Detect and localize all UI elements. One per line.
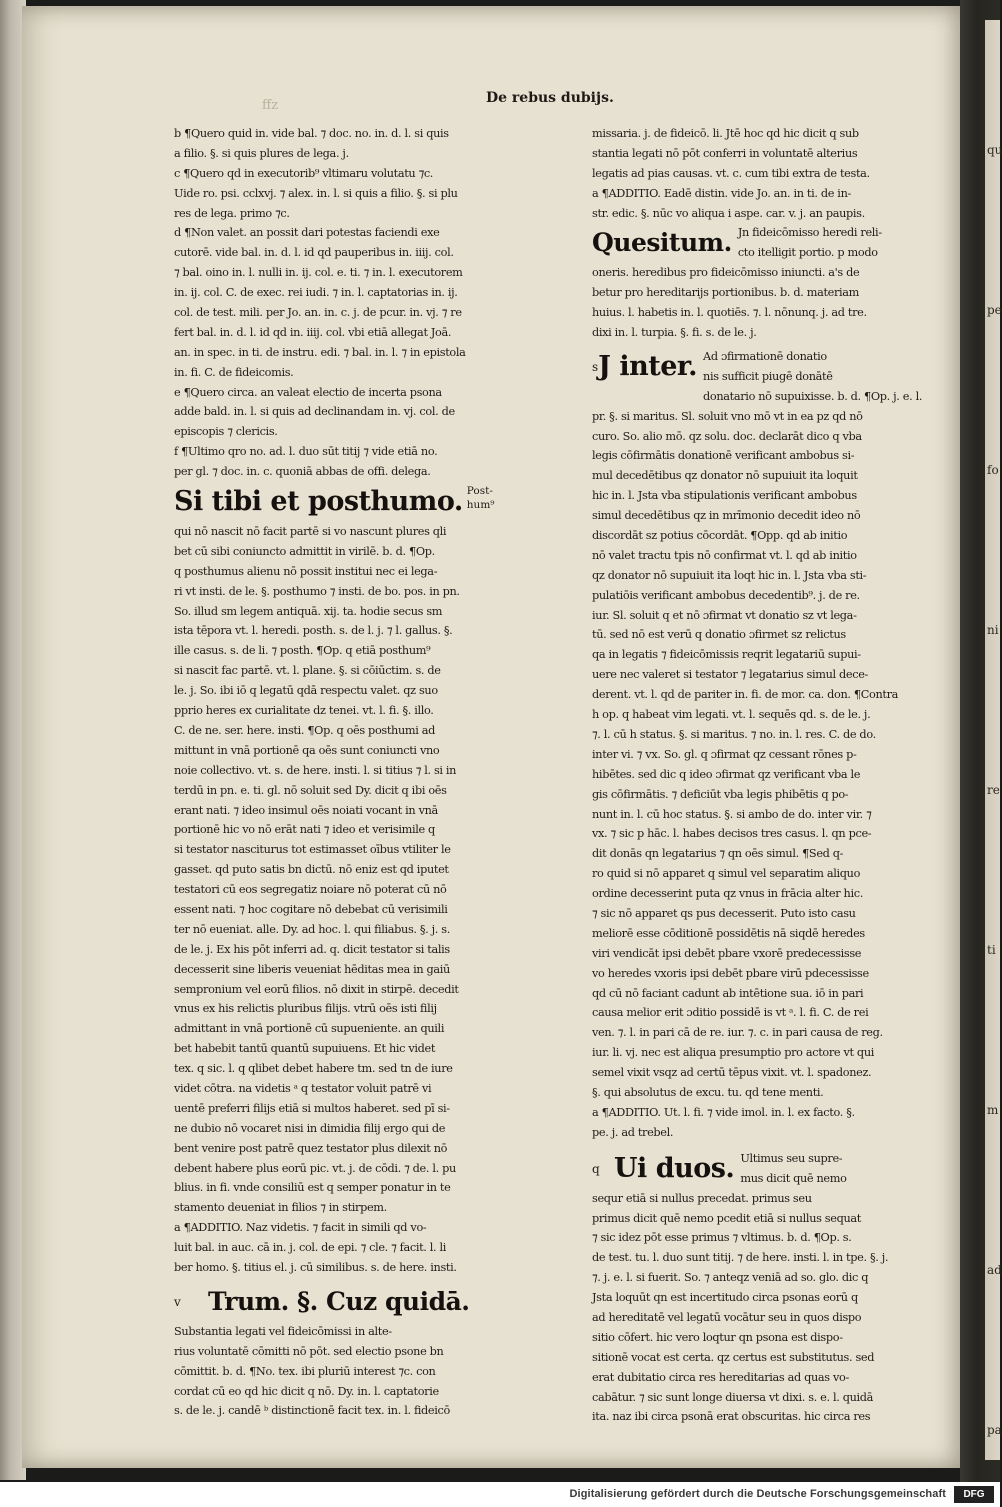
text-line: qd cū nō faciant cadunt ab intētione sua. iō in pari (592, 986, 864, 1000)
section-heading: J inter. (598, 351, 698, 383)
text-line: ro quid si nō apparet q simul vel separatim aliquo (592, 867, 861, 881)
text-line: qa in legatis ⁊ fideicōmissis reqrit legatariū supui- (592, 648, 861, 662)
dfg-logo: DFG (954, 1486, 994, 1503)
text-line: gasset. qd puto satis bn dictū. nō eniz est qd iputet (174, 863, 449, 877)
text-line: de le. j. Ex his pōt inferri ad. q. dicit testator si talis (174, 942, 450, 956)
body-text (592, 407, 912, 1143)
margin-letter: s (592, 360, 599, 375)
section-heading: Ui duos. (614, 1152, 735, 1184)
text-line: bet cū sibi coniuncto admittit in virilē. b. d. ¶Op. (174, 544, 435, 558)
text-line: a filio. §. si quis plures de lega. j. (174, 146, 349, 160)
text-line: pr. §. si maritus. Sl. soluit vno mō vt in ea pz qd nō (592, 409, 863, 423)
next-page-fragment: m (987, 1103, 999, 1117)
text-line: a ¶ADDITIO. Ut. l. fi. ⁊ vide imol. in. l. ex facto. §. (592, 1105, 855, 1119)
heading-side-lines (703, 347, 922, 407)
text-line: s. de le. j. candē ᵇ distinctionē facit tex. in. l. fideicō (174, 1404, 450, 1418)
text-line: pprio heres ex curialitate dz tenei. vt. l. fi. §. illo. (174, 704, 434, 718)
text-line: in. fi. C. de fideicomis. (174, 365, 294, 379)
text-line: causa melior erit ɔditio possidē is vt ᵃ. l. fi. C. de rei (592, 1006, 869, 1020)
text-line: sitionē vocat est certa. qz certus est substitutus. sed (592, 1350, 875, 1364)
section-heading: Quesitum. (592, 228, 732, 258)
text-line: a ¶ADDITIO. Naz videtis. ⁊ facit in simili qd vo- (174, 1221, 427, 1235)
text-line: primus dicit quē nemo pcedit etiā si nullus sequat (592, 1211, 861, 1225)
text-line: iur. Sl. soluit q et nō ɔfirmat vt donatio sz vt lega- (592, 608, 857, 622)
text-line: a ¶ADDITIO. Eadē distin. vide Jo. an. in ti. de in- (592, 186, 851, 200)
text-line: simul decedētibus qz in mrīmonio decedit ideo nō (592, 509, 861, 523)
text-line: blius. in fi. vnde consiliū est q semper ponatur in te (174, 1181, 451, 1195)
text-line: f ¶Ultimo qro no. ad. l. duo sūt titij ⁊ vide etiā no. (174, 445, 438, 459)
text-line: Ad ɔfirmationē donatio (703, 350, 827, 364)
text-line: gis cōfirmātis. ⁊ deficiūt vba legis phibētis q po- (592, 787, 849, 801)
text-line: semel vixit vsqz ad certū tēpus vixit. vt. l. spadonez. (592, 1066, 872, 1080)
text-line: per gl. ⁊ doc. in. c. quoniā abbas de offi. delega. (174, 465, 431, 479)
funding-notice: Digitalisierung gefördert durch die Deutsche Forschungsgemeinschaft (569, 1488, 946, 1500)
text-line: Jsta loquūt qn est incertitudo circa psonas eorū q (592, 1291, 858, 1305)
text-line: testatori cū eos segregatiz noiare nō poterat cū nō (174, 883, 447, 897)
text-line: cordat cū eo qd hic dicit q nō. Dy. in. l. captatorie (174, 1384, 439, 1398)
text-line: ⁊. l. cū h status. §. si maritus. ⁊ no. in. l. res. C. de do. (592, 727, 876, 741)
next-page-fragment: ni (987, 623, 999, 637)
body-text (592, 263, 912, 343)
text-line: ⁊ sic nō apparet qs pus decesserit. Puto isto casu (592, 906, 856, 920)
text-line: stantia legati nō pōt conferri in voluntatē alterius (592, 146, 858, 160)
text-line: sitio cōfert. hic vero loqtur qn psona est dispo- (592, 1330, 843, 1344)
body-text (174, 1322, 492, 1421)
heading-side-lines (738, 223, 912, 263)
section-heading: Si tibi et posthumo. (174, 486, 463, 518)
body-text (592, 1189, 912, 1428)
text-line: erant nati. ⁊ ideo insimul oēs noiati vocant in vnā (174, 803, 438, 817)
text-line: an. in spec. in ti. de instru. edi. ⁊ bal. in. l. ⁊ in epistola (174, 345, 466, 359)
text-line: §. qui absolutus de excu. tu. qd tene menti. (592, 1085, 824, 1099)
text-line: Uide ro. psi. cclxvj. ⁊ alex. in. l. si quis a filio. §. si plu (174, 186, 458, 200)
text-line: ad hereditatē vel legatū vocātur seu in quos dispo (592, 1310, 862, 1324)
text-line: ista tēpora vt. l. heredi. posth. s. de l. j. ⁊ l. gallus. §. (174, 624, 453, 638)
text-line: luit bal. in auc. cā in. j. col. de epi. ⁊ cle. ⁊ facit. l. li (174, 1241, 447, 1255)
section-heading-quesitum (592, 223, 912, 263)
text-line: viri vendicāt ipsi debēt pbare vxorē predecessisse (592, 946, 862, 960)
section-heading-trum (174, 1282, 492, 1322)
text-line: dixi in. l. turpia. §. fi. s. de le. j. (592, 326, 757, 340)
right-column (592, 124, 923, 1427)
text-line: in. ij. col. C. de exec. rei iudi. ⁊ in. l. captatorias in. ij. (174, 286, 458, 300)
text-line: tū. sed nō est verū q donatio ɔfirmet sz relictus (592, 628, 846, 642)
next-page-fragment: fo (987, 463, 999, 477)
margin-letter: v (174, 1294, 181, 1309)
text-line: ter nō eueniat. alle. Dy. ad hoc. l. qui filiabus. §. j. s. (174, 922, 450, 936)
text-line: ille casus. s. de li. ⁊ posth. ¶Op. q etiā posthum⁹ (174, 644, 431, 658)
text-line: de test. tu. l. duo sunt titij. ⁊ de here. insti. l. in tpe. §. j. (592, 1251, 889, 1265)
text-line: res de lega. primo ⁊c. (174, 206, 290, 220)
text-line: oneris. heredibus pro fideicōmisso iniuncti. a's de (592, 266, 860, 280)
text-line: rius voluntatē cōmitti nō pōt. sed electio psone bn (174, 1344, 444, 1358)
text-line: missaria. j. de fideicō. li. Jtē hoc qd hic dicit q sub (592, 127, 859, 140)
text-line: adde bald. in. l. si quis ad declinandam in. vj. col. de (174, 405, 455, 419)
text-line: sequr etiā si nullus precedat. primus seu (592, 1191, 812, 1205)
text-line: stamento deueniat in filios ⁊ in stirpem. (174, 1201, 387, 1215)
text-line: cutorē. vide bal. in. d. l. id qd pauperibus in. iiij. col. (174, 246, 454, 260)
left-column (174, 124, 495, 1421)
text-line: h op. q habeat vim legati. vt. l. sequēs qd. s. de le. j. (592, 708, 871, 722)
text-line: cōmittit. b. d. ¶No. tex. ibi pluriū interest ⁊c. con (174, 1364, 436, 1378)
text-line: hic in. l. Jsta vba stipulationis verificant ambobus (592, 489, 857, 503)
commentary-notes (174, 124, 492, 482)
text-line: So. illud sm legem antiquā. xij. ta. hodie secus sm (174, 604, 443, 618)
text-line: huius. l. habetis in. l. quotiēs. ⁊. l. nōnunq. j. ad tre. (592, 306, 867, 320)
text-line: ⁊. j. e. l. si fuerit. So. ⁊ anteqz veniā ad so. glo. dic q (592, 1271, 869, 1285)
text-line: iur. li. vj. nec est aliqua presumptio pro actore vt qui (592, 1046, 875, 1060)
faint-page-number: ffz (262, 98, 279, 113)
text-line: derent. vt. l. qd de pariter in. fi. de mor. ca. don. ¶Contra (592, 688, 899, 702)
section-heading-ui-duos (592, 1149, 912, 1189)
text-line: mittunt in vnā portionē qa oēs sunt coniuncti vno (174, 743, 440, 757)
text-line: cto itelligit portio. p modo (737, 246, 878, 260)
text-line: curo. So. alio mō. qz solu. doc. declarāt dico q vba (592, 429, 862, 443)
text-line: si testator nasciturus tot estimasset oībus vtiliter le (174, 843, 451, 857)
text-line: hibētes. sed dic q ideo ɔfirmat qz verificant vba le (592, 767, 861, 781)
text-line: Ultimus seu supre- (740, 1151, 843, 1165)
text-line: ven. ⁊. l. in pari cā de re. iur. ⁊. c. in pari causa de reg. (592, 1026, 883, 1040)
text-line: nō valet tractu tpis nō confirmat vt. l. qd ab initio (592, 548, 857, 562)
text-line: terdū in pn. e. ti. gl. nō soluit sed Dy. dicit q ibi oēs (174, 783, 447, 797)
text-line: noie collectivo. vt. s. de here. insti. l. si titius ⁊ l. si in (174, 763, 457, 777)
text-line: bent venire post patrē quez testator plus dilexit nō (174, 1141, 448, 1155)
next-page-fragment: qu (987, 143, 1002, 157)
text-line: videt cōtra. na videtis ᵃ q testator voluit patrē vi (174, 1081, 432, 1095)
text-line: nis sufficit piugē donātē (703, 369, 833, 383)
text-line: q posthumus alienu nō possit institui nec ei lega- (174, 564, 438, 578)
text-line: col. de test. mili. per Jo. an. in. c. j. de pcur. in. vj. ⁊ re (174, 306, 462, 320)
addition-note (174, 1218, 492, 1278)
text-line: ri vt insti. de le. §. posthumo ⁊ insti. de bo. pos. in pn. (174, 584, 460, 598)
text-line: tex. q sic. l. q qlibet debet habere tm. sed tn de iure (174, 1062, 453, 1076)
text-line: nunt in. l. cū hoc status. §. si ambo de do. inter vir. ⁊ (592, 807, 872, 821)
text-line: debent habere plus eorū pic. vt. j. de cōdi. ⁊ de. l. pu (174, 1161, 456, 1175)
next-page-fragment: ad (987, 1263, 1002, 1277)
text-line: uentē preferri filijs etiā si multos haberet. sed pī si- (174, 1101, 450, 1115)
text-line: decesserit sine liberis veueniat hēditas mea in gaiū (174, 962, 450, 976)
text-line: betur pro hereditarijs portionibus. b. d. materiam (592, 286, 860, 300)
next-page-fragment: pa (987, 1423, 1002, 1437)
text-line: b ¶Quero quid in. vide bal. ⁊ doc. no. in. d. l. si quis (174, 127, 449, 140)
text-line: ita. naz ibi circa psonā erat obscuritas. hic circa res (592, 1410, 871, 1424)
text-line: portionē hic vo nō erāt nati ⁊ ideo et verisimile q (174, 823, 435, 837)
text-line: episcopis ⁊ clericis. (174, 425, 278, 439)
text-line: mul decedētibus qz donator nō supuiuit ita loquit (592, 469, 858, 483)
next-page-fragment: re (987, 783, 1000, 797)
text-line: erat dubitatio circa res hereditarias ad quas vo- (592, 1370, 849, 1384)
margin-letter: q (592, 1161, 600, 1176)
text-line: inter vi. ⁊ vx. So. gl. q ɔfirmat qz cessant rōnes p- (592, 747, 857, 761)
text-line: bet habebit tantū quantū supuiuens. Et hic videt (174, 1042, 436, 1056)
text-line: ⁊ sic idez pōt esse primus ⁊ vltimus. b. d. ¶Op. s. (592, 1231, 852, 1245)
text-line: d ¶Non valet. an possit dari potestas faciendi exe (174, 226, 440, 240)
heading-side-lines (740, 1149, 912, 1189)
next-page-edge (985, 20, 1000, 1460)
section-heading-j-inter (592, 347, 923, 407)
text-line: si nascit fac partē. vt. l. plane. §. si cōiūctim. s. de (174, 664, 441, 678)
text-line: admittant in vnā portionē cū supueniente. an quili (174, 1022, 445, 1036)
text-line: fert bal. in. d. l. id qd in. iiij. col. vbi etiā allegat Joā. (174, 325, 452, 339)
text-line: legatis ad pias causas. vt. c. cum tibi extra de testa. (592, 166, 870, 180)
text-line: dit donās qn legatarius ⁊ qn oēs simul. ¶Sed q- (592, 847, 844, 861)
text-line: pe. j. ad trebel. (592, 1125, 674, 1139)
heading-side-note: Post- hum⁹ (466, 485, 495, 512)
text-line: vnus ex his relictis pluribus filijs. vtrū oēs isti filij (174, 1002, 437, 1016)
text-line: e ¶Quero circa. an valeat electio de incerta psona (174, 385, 442, 399)
text-line: ⁊ bal. oino in. l. nulli in. ij. col. e. ti. ⁊ in. l. executorem (174, 266, 463, 280)
text-line: qui nō nascit nō facit partē si vo nascunt plures qli (174, 525, 447, 539)
digitization-footer (0, 1482, 1000, 1507)
text-line: ber homo. §. titius el. j. cū similibus. s. de here. insti. (174, 1260, 457, 1274)
text-line: essent nati. ⁊ hoc cogitare nō debebat cū verisimili (174, 902, 448, 916)
text-line: str. edic. §. nūc vo aliqua i aspe. car. v. j. an paupis. (592, 206, 865, 220)
text-line: donatario nō supuixisse. b. d. ¶Op. j. e. l. (703, 389, 923, 403)
text-line: vo heredes vxoris ipsi debēt pbare virū pdecessisse (592, 966, 869, 980)
text-line: pulatiōis verificant ambobus decedentib⁹. j. de re. (592, 588, 860, 602)
text-line: mus dicit quē nemo (740, 1171, 847, 1185)
text-line: c ¶Quero qd in executorib⁹ vltimaru volutatu ⁊c. (174, 166, 434, 180)
next-page-fragment: ti (987, 943, 996, 957)
text-line: meliorē esse cōditionē possidētis nā siqdē heredes (592, 926, 865, 940)
body-text (174, 522, 492, 1218)
text-line: vx. ⁊ sic p hāc. l. habes decisos tres casus. l. qn pce- (592, 827, 872, 841)
text-line: ne dubio nō vocaret nisi in dimidia filij ergo qui de (174, 1121, 446, 1135)
text-line: uere nec valeret si testator ⁊ legatarius simul dece- (592, 668, 869, 682)
text-line: Substantia legati vel fideicōmissi in alte- (174, 1324, 392, 1338)
text-line: qz donator nō supuiuit ita loqt hic in. l. Jsta vba sti- (592, 568, 867, 582)
body-text (592, 124, 912, 223)
text-line: ordine decesserint puta qz vnus in frācia alter hic. (592, 887, 863, 901)
section-heading: Trum. §. Cuz quidā. (208, 1286, 470, 1316)
text-line: discordāt sz potius cōcordāt. ¶Opp. qd ab initio (592, 529, 848, 543)
text-line: cabātur. ⁊ sic sunt longe diuersa vt dixi. s. e. l. quidā (592, 1390, 874, 1404)
next-page-fragment: pe (987, 303, 1002, 317)
section-heading-si-tibi (174, 482, 495, 522)
text-line: C. de ne. ser. here. insti. ¶Op. q oēs posthumi ad (174, 723, 436, 737)
text-line: Jn fideicōmisso heredi reli- (737, 226, 882, 240)
running-head: De rebus dubijs. (486, 90, 614, 106)
text-line: le. j. So. ibi iō q legatū qdā respectu valet. qz suo (174, 684, 438, 698)
text-line: legis cōfirmātis donationē verificant ambobus si- (592, 449, 855, 463)
text-line: sempronium vel eorū filios. nō dixit in stirpē. decedit (174, 982, 459, 996)
